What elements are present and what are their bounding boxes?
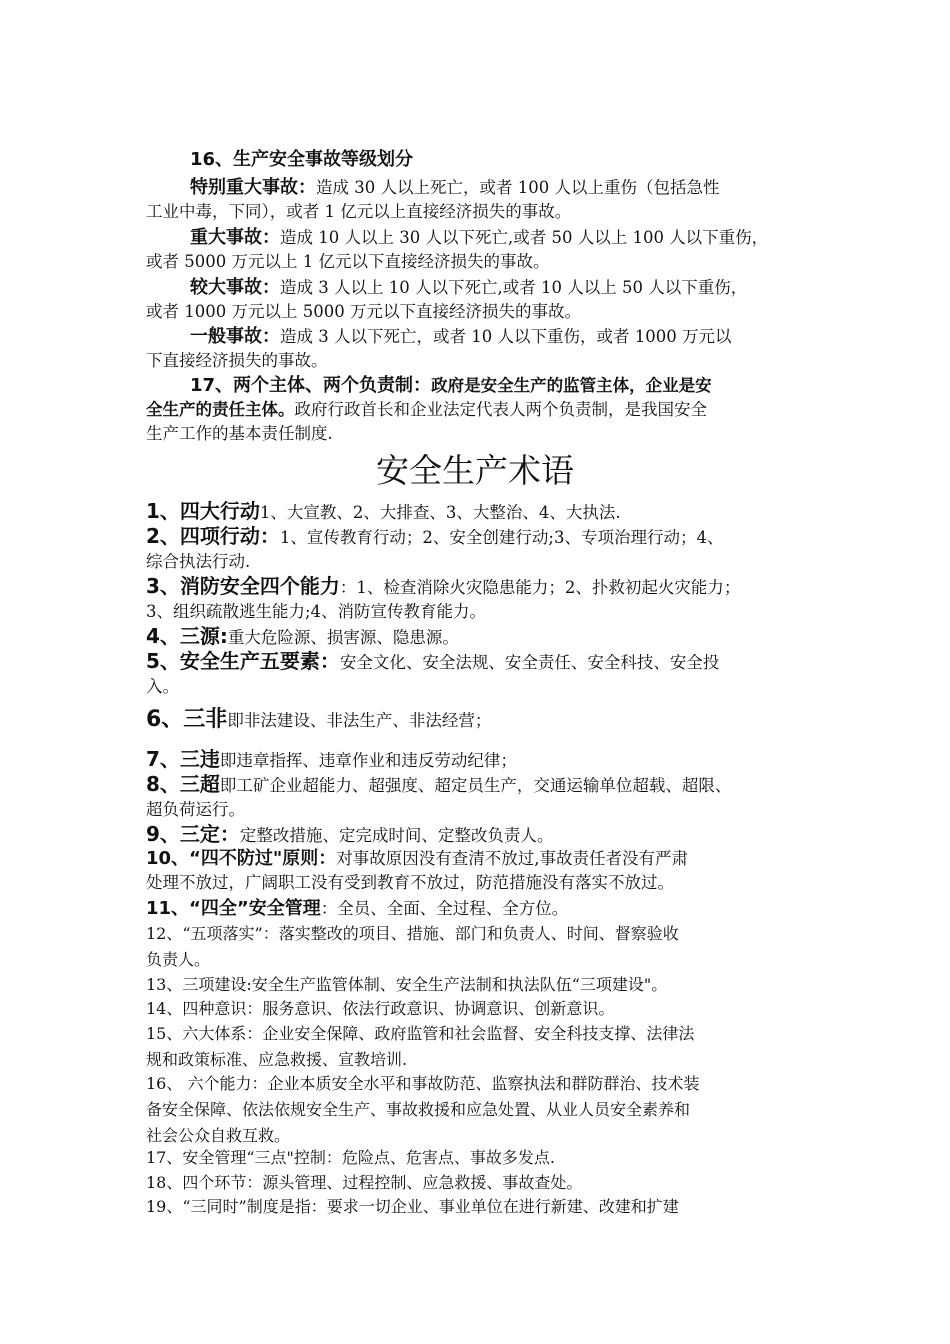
- term-text: 即违章指挥、违章作业和违反劳动纪律；: [219, 751, 517, 770]
- term-label: 6、三非: [146, 707, 228, 732]
- term-item: [146, 624, 810, 650]
- term-text: 处理不放过，广阔职工没有受到教育不放过，防范措施没有落实不放过。: [146, 873, 674, 892]
- accident-level-text: 或者 1000 万元以上 5000 万元以下直接经济损失的事故。: [146, 302, 581, 321]
- accident-level-item: [146, 226, 810, 274]
- term-text: ：1、检查消除火灾隐患能力；2、扑救初起火灾能力；: [339, 578, 741, 597]
- plain-term-item: [146, 972, 810, 998]
- term-text: 1、宣传教育行动；2、安全创建行动;3、专项治理行动；4、: [279, 528, 724, 547]
- plain-term-text: 14、四种意识：服务意识、依法行政意识、协调意识、创新意识。: [146, 999, 615, 1018]
- accident-level-text: 或者 5000 万元以上 1 亿元以下直接经济损失的事故。: [146, 252, 550, 271]
- term-item: [146, 772, 810, 822]
- term-text: 对事故原因没有查清不放过,事故责任者没有严肃: [336, 849, 689, 868]
- accident-level-label: 特别重大事故：: [190, 177, 316, 198]
- section-17-text: 生产工作的基本责任制度.: [146, 424, 333, 443]
- plain-term-text: 负责人。: [146, 950, 211, 969]
- term-item: [146, 822, 810, 848]
- term-label: 1、四大行动: [146, 499, 260, 523]
- plain-term-text: 17、安全管理“三点"控制：危险点、危害点、事故多发点.: [146, 1148, 555, 1167]
- term-label: 8、三超: [146, 772, 220, 796]
- accident-level-text: 下直接经济损失的事故。: [146, 351, 328, 370]
- term-label: 10、“四不防过"原则：: [146, 848, 337, 869]
- term-text: 综合执法行动.: [146, 552, 251, 571]
- plain-term-item: [146, 1194, 810, 1220]
- term-text: 即非法建设、非法生产、非法经营；: [227, 711, 492, 730]
- section-16-title-text: 16、生产安全事故等级划分: [190, 149, 414, 170]
- term-label: 2、四项行动：: [146, 524, 280, 548]
- accident-level-text: 造成 10 人以上 30 人以下死亡,或者 50 人以上 100 人以下重伤，: [280, 228, 769, 247]
- term-text: 3、组织疏散逃生能力;4、消防宣传教育能力。: [146, 602, 487, 621]
- page-heading: 安全生产术语: [376, 451, 574, 490]
- section-17-text: 政府行政首长和企业法定代表人两个负责制，是我国安全: [294, 400, 707, 419]
- term-label: 5、安全生产五要素：: [146, 649, 340, 673]
- accident-level-text: 工业中毒，下同），或者 1 亿元以上直接经济损失的事故。: [146, 202, 572, 221]
- plain-term-text: 规和政策标准、应急救援、宣教培训.: [146, 1050, 408, 1069]
- term-text: 1、大宣教、2、大排查、3、大整治、4、大执法.: [259, 503, 621, 522]
- section-17-label: 17、两个主体、两个负责制：: [190, 375, 432, 396]
- accident-level-item: [146, 176, 810, 224]
- term-label: 11、“四全”安全管理: [146, 898, 321, 919]
- term-text: ：全员、全面、全过程、全方位。: [320, 899, 569, 918]
- section-17-bold-text: 全生产的责任主体。: [146, 400, 295, 419]
- plain-term-item: [146, 921, 810, 973]
- accident-level-text: 造成 3 人以下死亡，或者 10 人以下重伤，或者 1000 万元以: [280, 327, 732, 346]
- plain-term-text: 13、三项建设:安全生产监管体制、安全生产法制和执法队伍“三项建设"。: [146, 975, 668, 994]
- accident-level-label: 重大事故：: [190, 227, 280, 248]
- plain-term-text: 备安全保障、依法依规安全生产、事故救援和应急处置、从业人员安全素养和: [146, 1100, 691, 1119]
- section-17-bold-text: 政府是安全生产的监管主体，企业是安: [431, 376, 712, 395]
- accident-level-label: 一般事故：: [190, 326, 280, 347]
- term-item: [146, 847, 810, 895]
- plain-term-text: 16、 六个能力：企业本质安全水平和事故防范、监察执法和群防群治、技术装: [146, 1074, 700, 1093]
- term-text: 入。: [146, 677, 179, 696]
- plain-term-item: [146, 996, 810, 1022]
- plain-term-text: 社会公众自救互救。: [146, 1126, 291, 1145]
- term-label: 3、消防安全四个能力: [146, 574, 340, 598]
- term-text: 超负荷运行。: [146, 800, 245, 819]
- term-text: 重大危险源、损害源、隐患源。: [227, 628, 459, 647]
- plain-term-item: [146, 1145, 810, 1171]
- term-item: [146, 499, 810, 525]
- term-item: [146, 574, 810, 624]
- term-label: 4、三源:: [146, 624, 228, 648]
- plain-term-item: [146, 1071, 810, 1149]
- section-16-title: [146, 148, 810, 172]
- plain-term-text: 15、六大体系：企业安全保障、政府监管和社会监督、安全科技支撑、法律法: [146, 1024, 695, 1043]
- accident-level-text: 造成 3 人以上 10 人以下死亡,或者 10 人以上 50 人以下重伤，: [280, 278, 748, 297]
- plain-term-item: [146, 1021, 810, 1073]
- term-item: [146, 524, 810, 574]
- term-text: 定整改措施、定完成时间、定整改负责人。: [239, 826, 554, 845]
- term-text: 安全文化、安全法规、安全责任、安全科技、安全投: [339, 653, 720, 672]
- term-label: 7、三违: [146, 747, 220, 771]
- term-item: [146, 708, 810, 733]
- term-text: 即工矿企业超能力、超强度、超定员生产，交通运输单位超载、超限、: [219, 776, 732, 795]
- plain-term-text: 18、四个环节：源头管理、过程控制、应急救援、事故查处。: [146, 1173, 583, 1192]
- accident-level-item: [146, 325, 810, 373]
- accident-level-text: 造成 30 人以上死亡，或者 100 人以上重伤（包括急性: [316, 178, 720, 197]
- term-item: [146, 747, 810, 773]
- accident-level-item: [146, 276, 810, 324]
- plain-term-text: 19、“三同时”制度是指：要求一切企业、事业单位在进行新建、改建和扩建: [146, 1197, 679, 1216]
- plain-term-text: 12、“五项落实”：落实整改的项目、措施、部门和负责人、时间、督察验收: [146, 924, 679, 943]
- term-item: [146, 649, 810, 699]
- term-label: 9、三定：: [146, 822, 240, 846]
- plain-term-item: [146, 1170, 810, 1196]
- section-17: [146, 374, 810, 446]
- accident-level-label: 较大事故：: [190, 277, 280, 298]
- term-item: [146, 897, 810, 921]
